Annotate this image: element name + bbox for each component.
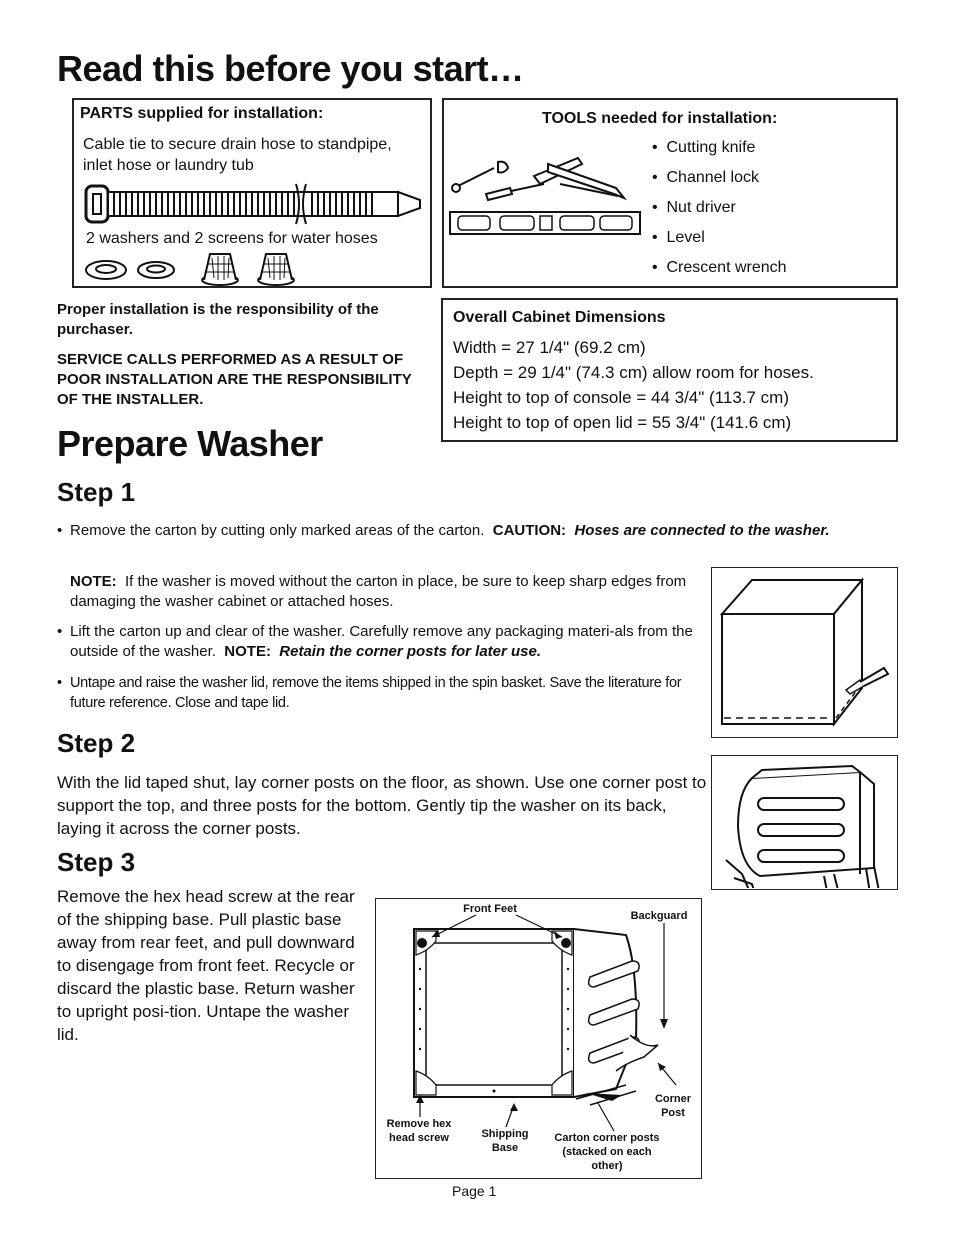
shipping-base-diagram	[375, 898, 702, 1179]
tools-list-item: • Nut driver	[652, 199, 736, 216]
step3-text: Remove the hex head screw at the rear of the shipping base. Pull plastic base away from rear feet, and pull downward to disengage from front feet. Recycle or discard the plastic base. Return washer to upright posi-tion. Untape the washer lid.	[57, 887, 355, 1044]
tools-list	[652, 133, 787, 283]
washer-tipped-figure	[711, 755, 898, 890]
carton-cutting-figure	[711, 567, 898, 738]
prepare-washer-title: Prepare Washer	[57, 423, 323, 464]
step2-title: Step 2	[57, 728, 136, 758]
label-corner-post: Corner Post	[654, 1093, 692, 1119]
step3-title: Step 3	[57, 847, 136, 877]
tools-heading: TOOLS needed for installation:	[542, 110, 778, 127]
dimensions-heading: Overall Cabinet Dimensions	[453, 309, 666, 326]
tools-box	[442, 98, 898, 288]
step1-note: NOTE: If the washer is moved without the carton in place, be sure to keep sharp edges from damaging the washer cabinet or attached hoses.	[70, 573, 687, 610]
parts-box	[72, 98, 432, 288]
tools-list-item: • Level	[652, 229, 705, 246]
step1-bullet2: • Lift the carton up and clear of the washer. Carefully remove any packaging materi-als from the outside of the washer. NOTE: Retain the corner posts for later use.	[57, 623, 693, 660]
dimension-depth: Depth = 29 1/4" (74.3 cm) allow room for hoses.	[453, 363, 814, 382]
page-title: Read this before you start…	[57, 48, 524, 89]
page-number: Page 1	[452, 1183, 497, 1199]
cable-tie-illustration	[84, 182, 424, 226]
dimension-height-lid: Height to top of open lid = 55 3/4" (141.6 cm)	[453, 413, 792, 432]
step1-title: Step 1	[57, 477, 136, 507]
dimension-height-console: Height to top of console = 44 3/4" (113.7 cm)	[453, 388, 789, 407]
washers-text: 2 washers and 2 screens for water hoses	[86, 230, 378, 247]
step1-bullet3: • Untape and raise the washer lid, remove the items shipped in the spin basket. Save the literature for future reference. Close and tape lid.	[57, 675, 682, 711]
parts-heading: PARTS supplied for installation:	[80, 105, 324, 122]
label-carton-corner-posts: Carton corner posts (stacked on each other)	[554, 1132, 660, 1172]
washers-screens-illustration	[84, 250, 304, 286]
label-front-feet: Front Feet	[463, 903, 517, 915]
cable-tie-text: Cable tie to secure drain hose to standpipe, inlet hose or laundry tub	[83, 136, 392, 174]
step1-bullet1: • Remove the carton by cutting only marked areas of the carton. CAUTION: Hoses are connected to the washer.	[57, 522, 830, 539]
dimension-width: Width = 27 1/4" (69.2 cm)	[453, 338, 646, 357]
label-shipping-base: Shipping Base	[481, 1128, 529, 1154]
carton-knife-illustration	[712, 568, 896, 736]
responsibility-note: Proper installation is the responsibility of the purchaser.	[57, 301, 379, 338]
tools-illustration	[448, 154, 648, 244]
tools-list-item: • Channel lock	[652, 169, 759, 186]
label-remove-hex-screw: Remove hex head screw	[386, 1118, 452, 1144]
label-backguard: Backguard	[630, 910, 688, 922]
tools-list-item: • Crescent wrench	[652, 259, 787, 276]
washer-on-posts-illustration	[712, 756, 896, 888]
dimensions-box	[441, 298, 898, 442]
step2-text: With the lid taped shut, lay corner posts on the floor, as shown. Use one corner post to support the top, and three posts for the bottom. Gently tip the washer on its back, laying it across the corner posts.	[57, 773, 707, 838]
service-calls-warning: SERVICE CALLS PERFORMED AS A RESULT OF POOR INSTALLATION ARE THE RESPONSIBILITY OF THE INSTALLER.	[57, 351, 412, 408]
tools-list-item: • Cutting knife	[652, 139, 756, 156]
